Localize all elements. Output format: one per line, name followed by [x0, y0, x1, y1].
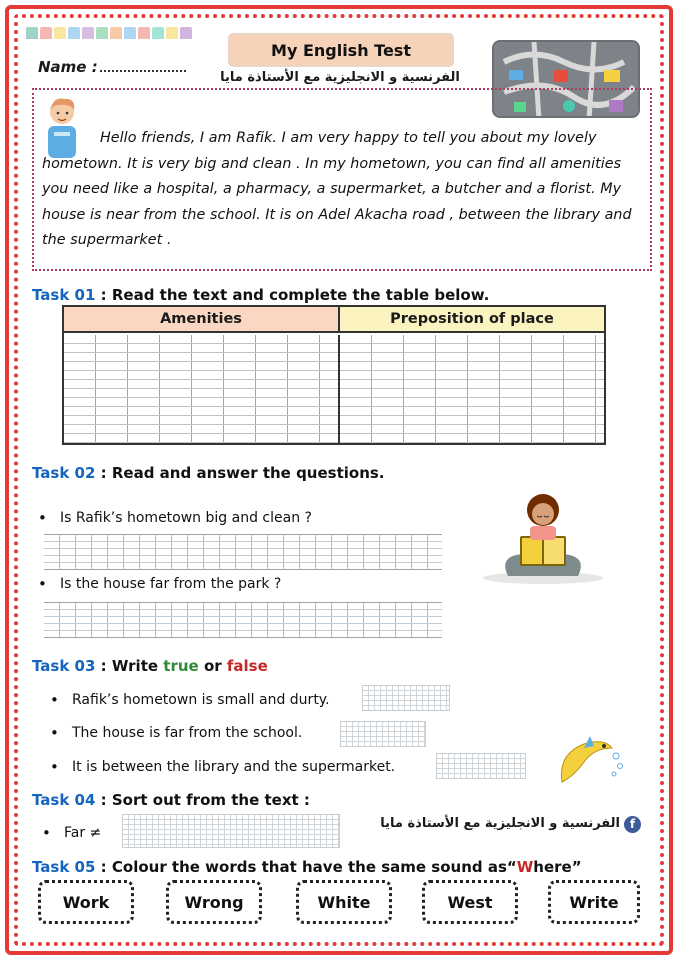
name-input-line[interactable]	[100, 70, 186, 72]
task1-heading	[32, 286, 489, 304]
task4-number: Task 04	[32, 791, 96, 809]
task3-statement-1: • Rafik’s hometown is small and durty.	[72, 692, 330, 708]
task5-instruction: : Colour the words that have the same sound as	[100, 858, 507, 876]
task5-heading	[32, 858, 582, 876]
amenities-answer-area[interactable]	[64, 335, 340, 443]
word-or: or	[203, 657, 222, 675]
task2-heading	[32, 464, 385, 482]
preposition-answer-area[interactable]	[340, 335, 604, 443]
word-box-write[interactable]: Write	[548, 880, 640, 924]
task1-instruction: : Read the text and complete the table below.	[100, 286, 490, 304]
arabic-credit-footer: الفرنسية و الانجليزية مع الأستاذة مايا	[380, 816, 620, 831]
word-false: false	[226, 657, 268, 675]
task2-number: Task 02	[32, 464, 96, 482]
task2-instruction: : Read and answer the questions.	[100, 464, 385, 482]
fish-illustration	[554, 734, 626, 792]
quote-rest: here”	[533, 858, 582, 876]
task3-statement-2: • The house is far from the school.	[72, 725, 302, 741]
amenities-table	[62, 305, 606, 445]
word-box-work[interactable]: Work	[38, 880, 134, 924]
task4-item: • Far ≠	[64, 825, 101, 841]
task3-answer-2[interactable]	[340, 721, 426, 747]
task1-number: Task 01	[32, 286, 96, 304]
quote-open: “	[506, 858, 517, 876]
task2-question-2: • Is the house far from the park ?	[60, 576, 281, 592]
girl-reading-illustration	[478, 486, 608, 586]
word-true: true	[163, 657, 199, 675]
reading-passage: Hello friends, I am Rafik. I am very happy to tell you about my lovely hometown. It is very big and clean . In my hometown, you can find all amenities you need like a hospital, a pharmacy, a supermarket, a butcher and a florist. My house is near from the school. It is on Adel Akacha road , between the library and the supermarket .	[42, 130, 632, 248]
task3-heading	[32, 657, 268, 675]
quote-letter-w: W	[516, 858, 534, 876]
task3-instruction: : Write	[100, 657, 159, 675]
task5-number: Task 05	[32, 858, 96, 876]
facebook-icon[interactable]: f	[624, 816, 641, 833]
task3-number: Task 03	[32, 657, 96, 675]
column-header-preposition: Preposition of place	[340, 307, 604, 333]
houses-decoration	[26, 24, 226, 46]
task3-answer-1[interactable]	[362, 685, 450, 711]
arabic-credit-header: الفرنسية و الانجليزية مع الأستاذة مايا	[220, 70, 460, 85]
task2-answer-1[interactable]	[44, 534, 442, 570]
task3-answer-3[interactable]	[436, 753, 526, 779]
test-title: My English Test	[230, 35, 452, 65]
task4-heading	[32, 791, 310, 809]
column-header-amenities: Amenities	[64, 307, 340, 333]
word-box-west[interactable]: West	[422, 880, 518, 924]
name-label: Name :	[38, 58, 98, 76]
task4-answer[interactable]	[122, 814, 340, 848]
word-box-white[interactable]: White	[296, 880, 392, 924]
task2-question-1: • Is Rafik’s hometown big and clean ?	[60, 510, 312, 526]
word-box-wrong[interactable]: Wrong	[166, 880, 262, 924]
task2-answer-2[interactable]	[44, 602, 442, 638]
task3-statement-3: • It is between the library and the supermarket.	[72, 759, 395, 775]
task4-instruction: : Sort out from the text :	[100, 791, 310, 809]
